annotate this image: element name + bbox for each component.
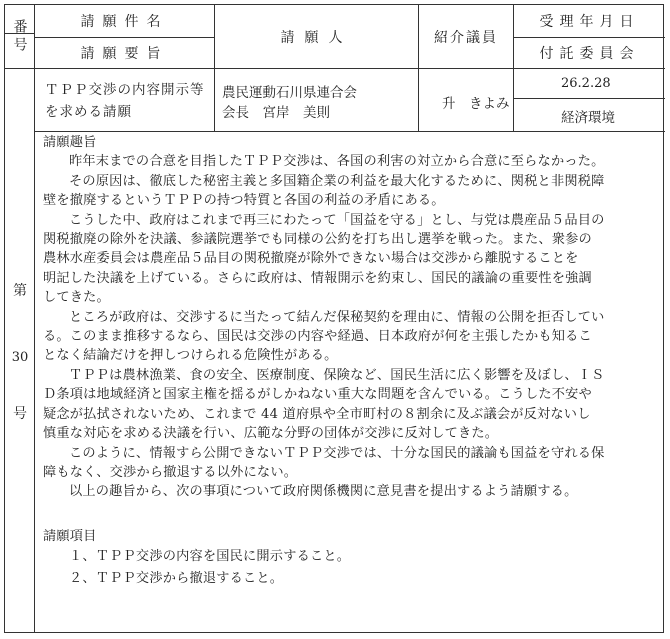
petitioner-line1: 農民運動石川県連合会 — [222, 85, 357, 101]
received-date: 26.2.28 — [561, 76, 611, 91]
petition-number-prefix: 第 — [13, 283, 27, 299]
body-line: 疑念が払拭されないため、これまで 44 道府県や全市町村の８割余に及ぶ議会が反対ないし — [43, 406, 591, 422]
body-line: その原因は、徹底した秘密主義と多国籍企業の利益を最大化するために、関税と非関税障 — [69, 173, 605, 189]
body-line: 農林水産委員会は農産品５品目の関税撤廃が除外できない場合は交渉から離脱することを — [43, 251, 579, 267]
body-line: このように、情報すら公開できないＴＰＰ交渉では、十分な国民的議論も国益を守れる保 — [69, 445, 605, 461]
committee-name: 経済環境 — [561, 110, 615, 126]
introducer-name: 升 きよみ — [442, 96, 510, 112]
petition-body — [43, 133, 658, 590]
body-line: 関税撤廃の除外を決議、参議院選挙でも同様の公約を打ち出し選挙を戦った。また、衆参の — [43, 232, 592, 248]
body-line: る。このまま推移するなら、国民は交渉の内容や経過、日本政府が何を主張したかも知るこ — [43, 329, 592, 345]
item-line: ２、ＴＰＰ交渉から撤退すること。 — [69, 571, 284, 587]
petition-number-suffix: 号 — [13, 406, 27, 422]
items-heading: 請願項目 — [43, 528, 97, 544]
header-received-date: 受理年月日 — [539, 14, 640, 30]
petition-table — [4, 4, 664, 633]
body-line: ＴＰＰは農林漁業、食の安全、医療制度、保険など、国民生活に広く影響を及ぼし、ＩＳ — [69, 367, 605, 383]
header-number-label: 番号 — [11, 18, 28, 55]
body-line: 慎重な対応を求める決議を行い、広範な分野の団体が交渉に反対してきた。 — [43, 426, 499, 442]
header-petition-title: 請願件名 — [80, 14, 169, 30]
petitioner-line2: 会長 宮岸 美則 — [222, 105, 330, 121]
body-line: 障もなく、交渉から撤退する以外にない。 — [43, 464, 298, 480]
header-petition-summary: 請願要旨 — [80, 46, 169, 62]
header-introducer: 紹介議員 — [434, 29, 498, 46]
body-line: ところが政府は、交渉するに当たって結んだ保秘契約を理由に、情報の公開を拒否してい — [69, 309, 605, 325]
petition-title-line1: ＴＰＰ交渉の内容開示等 — [45, 82, 205, 98]
gist-heading: 請願趣旨 — [43, 135, 97, 150]
header-committee: 付託委員会 — [539, 46, 640, 62]
header-petitioner: 請願人 — [280, 29, 353, 46]
body-line: となく結論だけを押しつけられる危険性がある。 — [43, 348, 338, 364]
body-line: Ｄ条項は地域経済と国家主権を揺るがしかねない重大な問題を含んでいる。こうした不安や — [43, 387, 592, 403]
body-line: こうした中、政府はこれまで再三にわたって「国益を守る」とし、与党は農産品５品目の — [69, 212, 605, 228]
header-number — [5, 5, 34, 68]
body-line: 明記した決議を上げている。さらに政府は、情報開示を約束し、国民的議論の重要性を強調 — [43, 270, 592, 286]
body-line: 壁を撤廃するというＴＰＰの持つ特質と各国の利益の矛盾にある。 — [43, 193, 445, 209]
petition-number: 30 — [11, 350, 29, 365]
body-line: 昨年末までの合意を目指したＴＰＰ交渉は、各国の利害の対立から合意に至らなかった。 — [69, 154, 605, 170]
petition-title-line2: を求める請願 — [45, 104, 132, 120]
body-line: 以上の趣旨から、次の事項について政府関係機関に意見書を提出するよう請願する。 — [69, 484, 578, 500]
item-line: １、ＴＰＰ交渉の内容を国民に開示すること。 — [69, 549, 351, 565]
body-line: してきた。 — [43, 290, 110, 306]
